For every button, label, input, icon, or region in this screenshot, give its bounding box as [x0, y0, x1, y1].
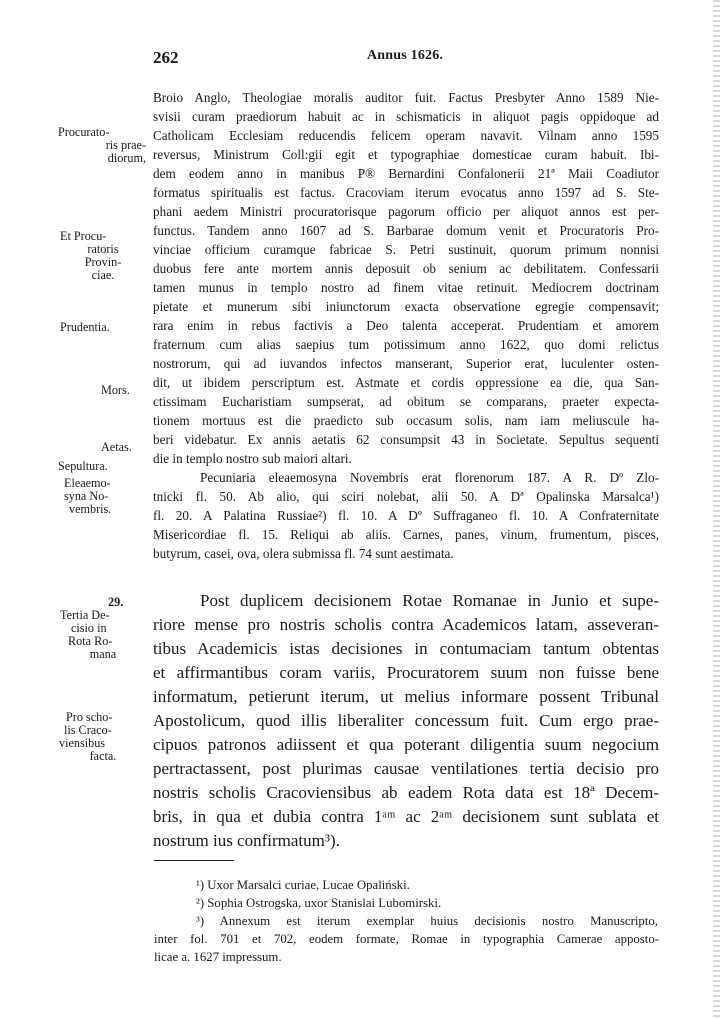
footnote-3: ³) Annexum est iterum exemplar huius decisionis nostro Manuscripto, — [196, 914, 658, 928]
footnote-3-cont: inter fol. 701 et 702, eodem formate, Romae in typographia Camerae apposto- — [154, 932, 659, 946]
page-number: 262 — [153, 48, 179, 67]
scan-edge — [713, 0, 720, 1019]
margin-note-mors: Mors. — [101, 383, 130, 397]
footnote-1: ¹) Uxor Marsalci curiae, Lucae Opaliński. — [196, 878, 410, 892]
margin-note-prudentia: Prudentia. — [60, 320, 110, 334]
footnote-2: ²) Sophia Ostrogska, uxor Stanislai Lubomirski. — [196, 896, 442, 910]
footnote-3-end: licae a. 1627 impressum. — [154, 950, 282, 964]
footnote-separator — [154, 860, 234, 861]
running-title: Annus 1626. — [367, 48, 444, 63]
margin-note-aetas: Aetas. — [101, 440, 132, 454]
margin-note-section-number: 29. — [108, 595, 124, 609]
margin-note-sepultura: Sepultura. — [58, 459, 108, 473]
